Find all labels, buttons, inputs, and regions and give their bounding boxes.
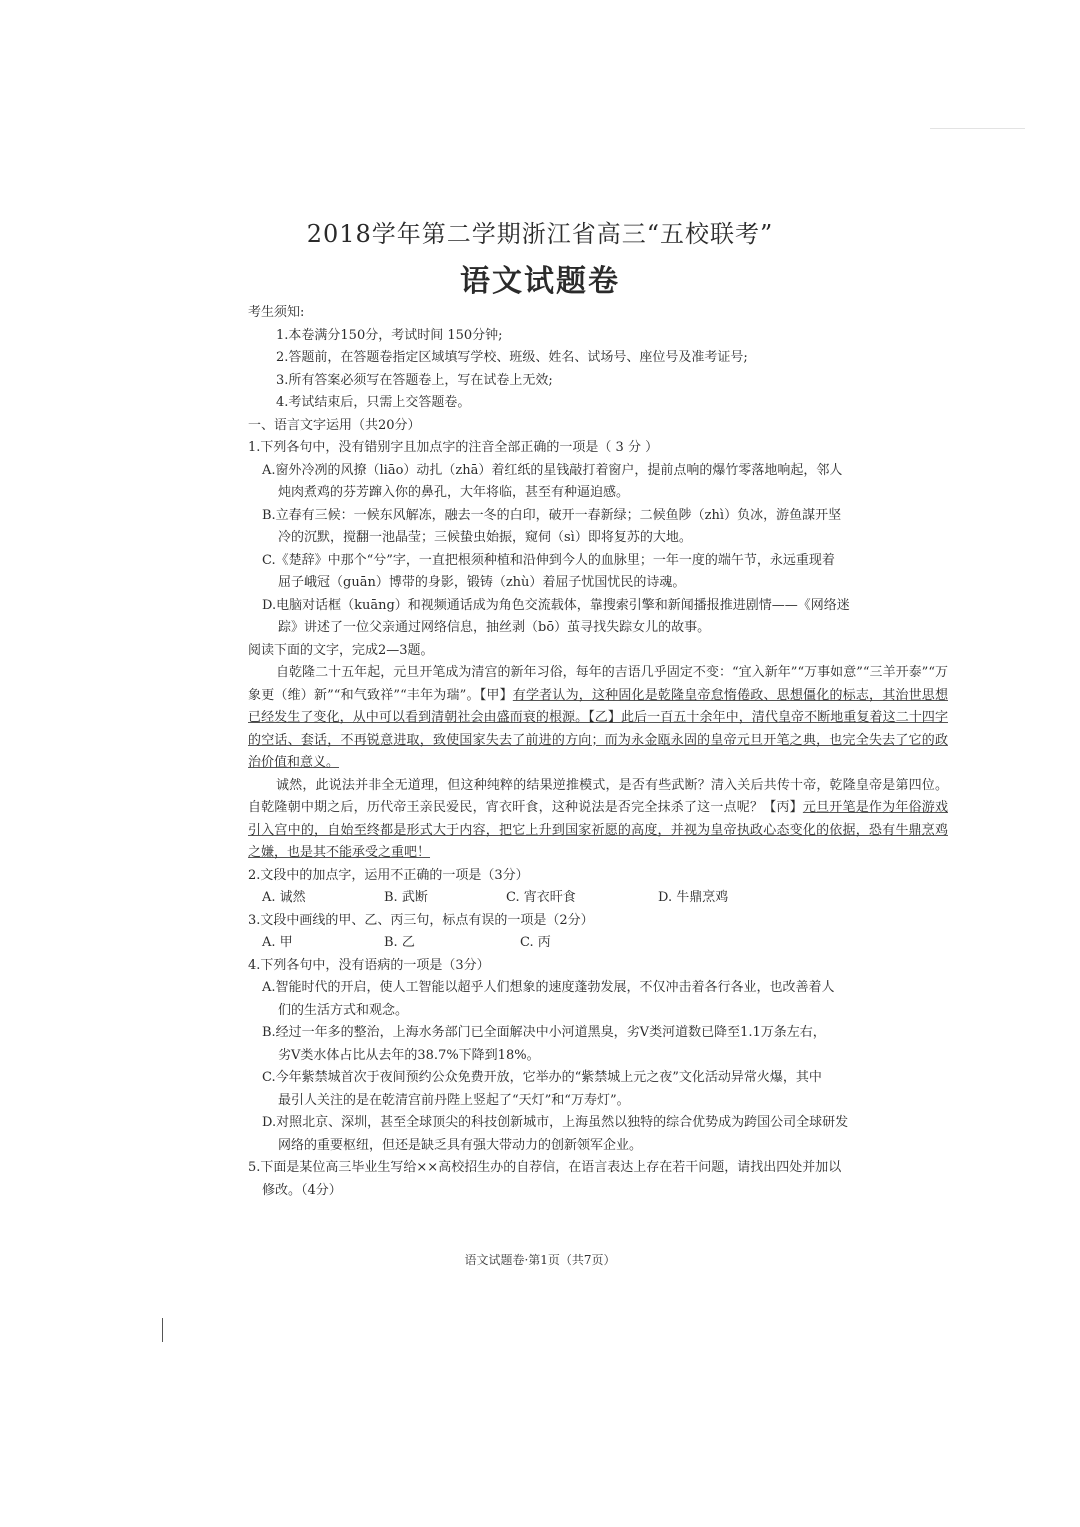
reading-paragraph-2 [248,775,948,865]
question-2-option: A. 诚然 [262,890,306,905]
question-1-option-c-cont: 屈子峨冠（guān）博带的身影，锻铸（zhù）着屈子忧国忧民的诗魂。 [278,575,686,590]
question-2-option: C. 宵衣旰食 [506,890,576,905]
question-4-option-b: B.经过一年多的整治，上海水务部门已全面解决中小河道黑臭，劣Ⅴ类河道数已降至1.1万条左右， [262,1025,826,1040]
reading-intro: 阅读下面的文字，完成2—3题。 [248,642,434,658]
question-1-option-d-cont: 踪》讲述了一位父亲通过网络信息，抽丝剥（bō）茧寻找失踪女儿的故事。 [278,620,711,635]
notice-item: 3.所有答案必须写在答题卷上，写在试卷上无效; [276,372,553,388]
question-3-option: A. 甲 [262,935,293,950]
question-4-option-b-cont: 劣Ⅴ类水体占比从去年的38.7%下降到18%。 [278,1047,540,1063]
sentence-marker: 【丙】 [763,800,803,815]
reading-text: 诚然，此说法并非全无道理，但这种纯粹的结果逆推模式，是否有些武断？清入关后共传十帝，乾隆皇帝是第四位。自乾隆朝中期之后，历代帝王亲民爱民，宵衣旰食，这种说法是否完全抹杀了这一点呢？ [248,777,948,815]
question-1-option-c: C.《楚辞》中那个“兮”字，一直把根须种植和沿伸到今人的血脉里；一年一度的端午节，永远重现着 [262,552,835,568]
section-heading: 一、语言文字运用（共20分） [248,417,421,433]
notice-item: 1.本卷满分150分，考试时间 150分钟; [276,327,503,343]
notice-heading: 考生须知: [248,305,305,320]
question-4-option-a: A.智能时代的开启，使人工智能以超乎人们想象的速度蓬勃发展，不仅冲击着各行各业，也改善着人 [262,980,835,995]
question-4-stem: 4.下列各句中，没有语病的一项是（3分） [248,957,490,973]
question-3-options [248,932,948,955]
question-1-option-b: B.立春有三候：一候东风解冻，融去一冬的白印，破开一春新绿；二候鱼陟（zhì）负冰，游鱼謀开坚 [262,507,842,523]
reading-text: 自乾隆二十五年起，元旦开笔成为清宫的新年习俗，每年的吉语几乎固定不变：“宜入新年”“万事如意”“三羊开泰”“万象更（维）新”“和气致祥”“丰年为瑞”。【甲】 [248,665,948,703]
question-1-option-a: A.窗外冷冽的风撩（liāo）动扎（zhā）着红纸的星钱敲打着窗户，提前点响的爆竹零落地响起，邻人 [262,462,843,478]
question-3-option: B. 乙 [384,935,415,950]
page-footer: 语文试题卷·第1页（共7页） [464,1253,616,1267]
reading-paragraph-1 [248,662,948,775]
question-5-stem: 5.下面是某位高三毕业生写给××高校招生办的自荐信，在语言表达上存在若干问题，请找出四处并加以 [248,1160,842,1175]
question-4-option-a-cont: 们的生活方式和观念。 [278,1002,409,1018]
question-4-option-d-cont: 网络的重要枢纽，但还是缺乏具有强大带动力的创新领军企业。 [278,1137,643,1153]
exam-content [248,302,948,1202]
question-1-option-b-cont: 冷的沉默，搅翻一池晶莹；三候蛰虫始振，窥伺（sì）即将复苏的大地。 [278,530,692,545]
underlined-sentence: 有学者认为，这种固化是乾隆皇帝怠惰倦政、思想僵化的标志，其治世思想已经发生了变化，从中可以看到清朝社会由盛而衰的根源。【乙】此后一百五十余年中，清代皇帝不断地重复着这二十四字的空话、套话，不再锐意进取，致使国家失去了前进的方向；而为永金瓯永固的皇帝元旦开笔之典，也完全失去了它的政治价值和意义。 [248,687,948,770]
exam-title: 2018学年第二学期浙江省高三“五校联考” [306,220,774,248]
notice-item: 4.考试结束后，只需上交答题卷。 [276,395,471,410]
question-2-option: B. 武断 [384,890,428,905]
question-2-stem: 2.文段中的加点字，运用不正确的一项是（3分） [248,867,529,883]
exam-subtitle: 语文试题卷 [460,264,620,299]
scan-mark [930,128,1025,129]
question-2-options [248,887,948,910]
question-4-option-d: D.对照北京、深圳，甚至全球顶尖的科技创新城市，上海虽然以独特的综合优势成为跨国公司全球研发 [262,1115,849,1130]
question-1-stem: 1.下列各句中，没有错别字且加点字的注音全部正确的一项是（ 3 分 ） [248,440,659,455]
underlined-sentence: 元旦开笔是作为年俗游戏引入宫中的，自始至终都是形式大于内容，把它上升到国家祈愿的高度，并视为皇帝执政心态变化的依据，恐有牛鼎烹鸡之嫌，也是其不能承受之重吧！ [248,800,948,860]
notice-item: 2.答题前，在答题卷指定区域填写学校、班级、姓名、试场号、座位号及准考证号; [276,350,748,365]
question-5-stem-cont: 修改。（4分） [262,1182,342,1198]
scan-mark [162,1318,163,1342]
question-4-option-c: C.今年紫禁城首次于夜间预约公众免费开放，它举办的“紫禁城上元之夜”文化活动异常火爆，其中 [262,1070,822,1085]
question-3-option: C. 丙 [520,935,551,950]
question-4-option-c-cont: 最引人关注的是在乾清宫前丹陛上竖起了“天灯”和“万寿灯”。 [278,1092,630,1108]
question-2-option: D. 牛鼎烹鸡 [658,890,729,905]
question-3-stem: 3.文段中画线的甲、乙、丙三句，标点有误的一项是（2分） [248,912,594,928]
question-1-option-a-cont: 炖肉煮鸡的芬芳蹿入你的鼻孔，大年将临，甚至有种逼迫感。 [278,485,630,500]
question-1-option-d: D.电脑对话框（kuāng）和视频通话成为角色交流载体，靠搜索引擎和新闻播报推进剧情——《网络迷 [262,597,850,613]
